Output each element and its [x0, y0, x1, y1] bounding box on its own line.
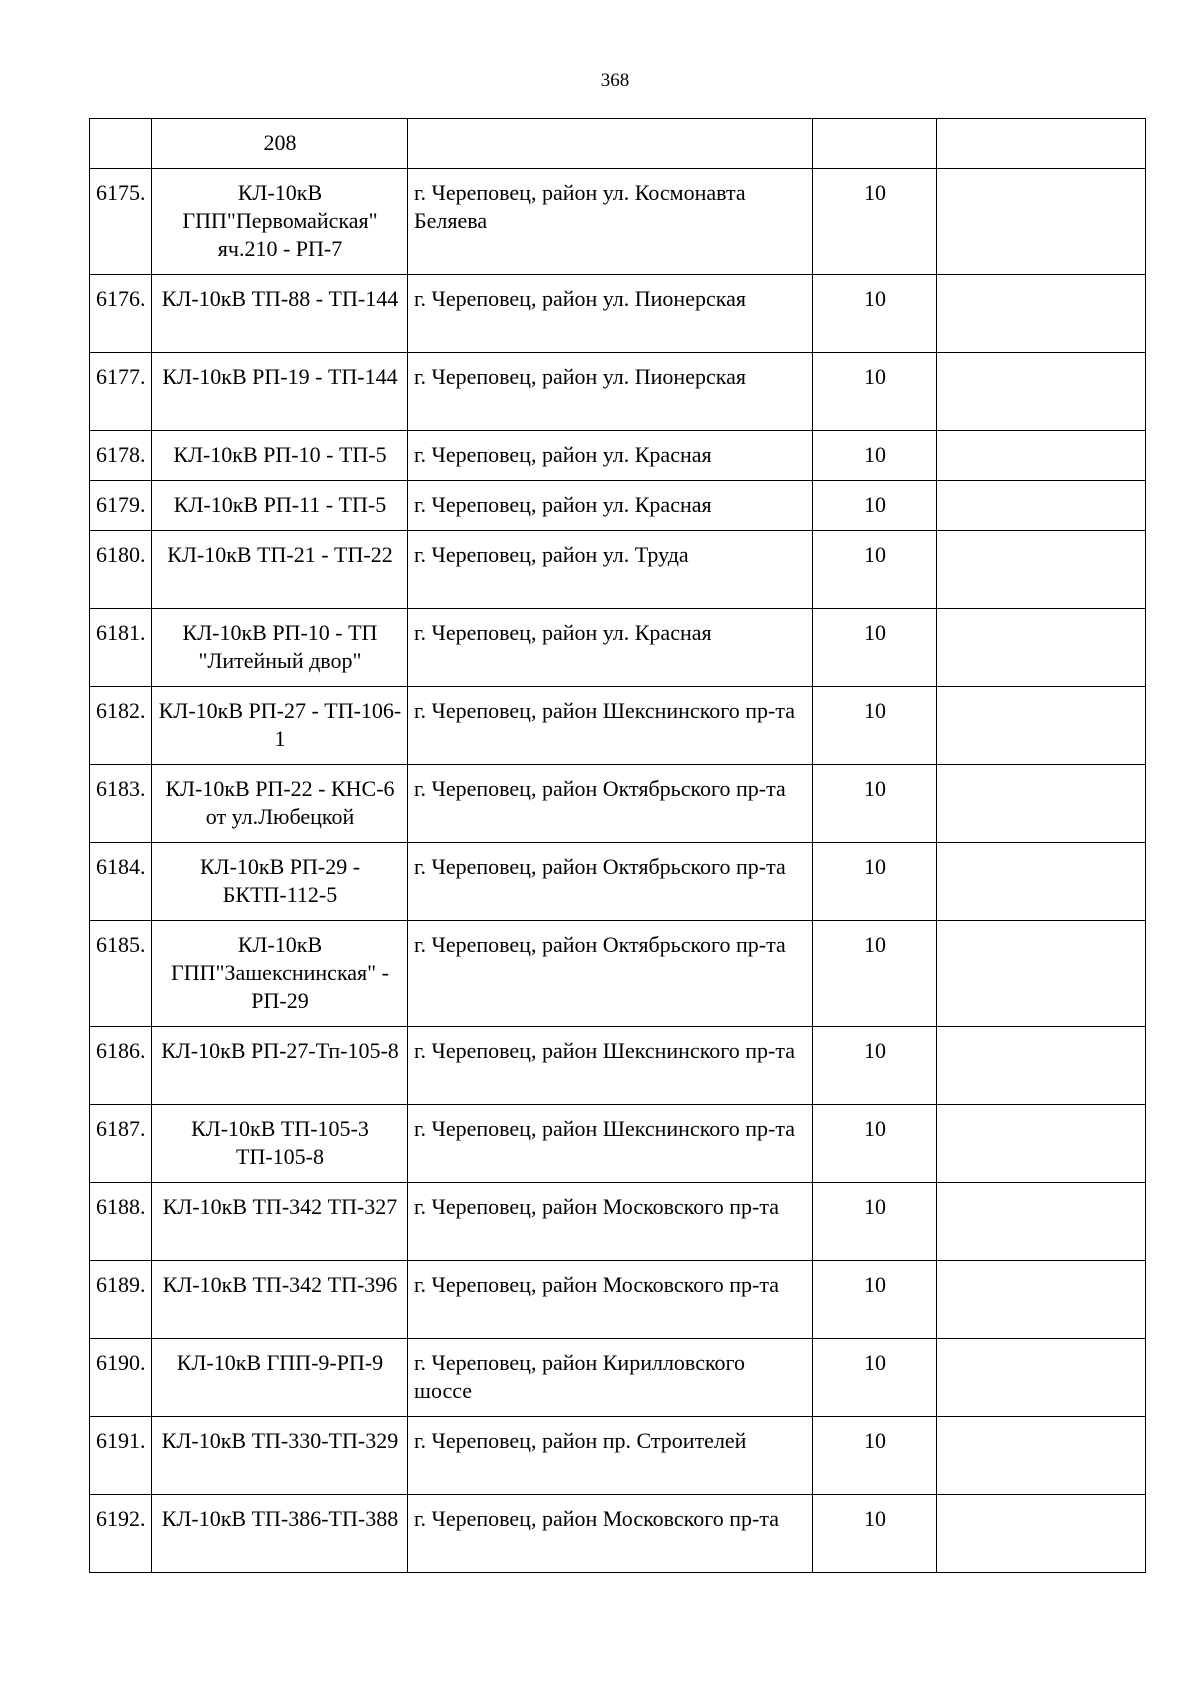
line-name-cell: КЛ-10кВ РП-27-Тп-105-8 — [152, 1027, 408, 1105]
table-row — [90, 169, 1146, 275]
table-row — [90, 431, 1146, 481]
voltage-cell: 10 — [813, 1105, 937, 1183]
row-number-cell: 6190. — [90, 1339, 152, 1417]
table-row — [90, 843, 1146, 921]
row-number-cell: 6182. — [90, 687, 152, 765]
voltage-cell: 10 — [813, 687, 937, 765]
line-name-cell: КЛ-10кВ ТП-330-ТП-329 — [152, 1417, 408, 1495]
voltage-cell: 10 — [813, 843, 937, 921]
address-cell: г. Череповец, район Октябрьского пр-та — [408, 765, 813, 843]
line-name-cell: КЛ-10кВ РП-29 - БКТП-112-5 — [152, 843, 408, 921]
address-cell: г. Череповец, район ул. Космонавта Беляева — [408, 169, 813, 275]
table-row — [90, 1339, 1146, 1417]
voltage-cell — [813, 119, 937, 169]
table-row — [90, 275, 1146, 353]
row-number-cell: 6191. — [90, 1417, 152, 1495]
line-name-cell: КЛ-10кВ ТП-88 - ТП-144 — [152, 275, 408, 353]
line-name-cell: КЛ-10кВ РП-19 - ТП-144 — [152, 353, 408, 431]
line-name-cell: КЛ-10кВ РП-27 - ТП-106-1 — [152, 687, 408, 765]
row-number-cell: 6175. — [90, 169, 152, 275]
row-number-cell — [90, 119, 152, 169]
line-name-cell: КЛ-10кВ ГПП"Зашекснинская" - РП-29 — [152, 921, 408, 1027]
line-name-cell: КЛ-10кВ РП-10 - ТП "Литейный двор" — [152, 609, 408, 687]
extra-cell — [937, 1183, 1146, 1261]
voltage-cell: 10 — [813, 531, 937, 609]
address-cell: г. Череповец, район Октябрьского пр-та — [408, 921, 813, 1027]
extra-cell — [937, 1261, 1146, 1339]
address-cell: г. Череповец, район Московского пр-та — [408, 1261, 813, 1339]
address-cell: г. Череповец, район Октябрьского пр-та — [408, 843, 813, 921]
extra-cell — [937, 609, 1146, 687]
address-cell: г. Череповец, район Московского пр-та — [408, 1183, 813, 1261]
voltage-cell: 10 — [813, 1261, 937, 1339]
extra-cell — [937, 1495, 1146, 1573]
extra-cell — [937, 1417, 1146, 1495]
row-number-cell: 6178. — [90, 431, 152, 481]
address-cell: г. Череповец, район Шекснинского пр-та — [408, 687, 813, 765]
line-name-cell: КЛ-10кВ РП-22 - КНС-6 от ул.Любецкой — [152, 765, 408, 843]
row-number-cell: 6185. — [90, 921, 152, 1027]
table-row — [90, 765, 1146, 843]
address-cell: г. Череповец, район ул. Красная — [408, 431, 813, 481]
line-name-cell: КЛ-10кВ ТП-342 ТП-396 — [152, 1261, 408, 1339]
registry-table — [89, 118, 1146, 1573]
extra-cell — [937, 843, 1146, 921]
address-cell: г. Череповец, район ул. Красная — [408, 481, 813, 531]
line-name-cell: КЛ-10кВ РП-11 - ТП-5 — [152, 481, 408, 531]
table-row — [90, 531, 1146, 609]
line-name-cell: КЛ-10кВ ТП-21 - ТП-22 — [152, 531, 408, 609]
row-number-cell: 6186. — [90, 1027, 152, 1105]
address-cell: г. Череповец, район Московского пр-та — [408, 1495, 813, 1573]
line-name-cell: КЛ-10кВ ТП-386-ТП-388 — [152, 1495, 408, 1573]
row-number-cell: 6179. — [90, 481, 152, 531]
table-row — [90, 1417, 1146, 1495]
table-row — [90, 1261, 1146, 1339]
address-cell: г. Череповец, район пр. Строителей — [408, 1417, 813, 1495]
address-cell: г. Череповец, район ул. Пионерская — [408, 353, 813, 431]
voltage-cell: 10 — [813, 1339, 937, 1417]
table-row — [90, 1183, 1146, 1261]
voltage-cell: 10 — [813, 275, 937, 353]
line-name-cell: 208 — [152, 119, 408, 169]
extra-cell — [937, 353, 1146, 431]
address-cell: г. Череповец, район Кирилловского шоссе — [408, 1339, 813, 1417]
extra-cell — [937, 119, 1146, 169]
voltage-cell: 10 — [813, 481, 937, 531]
extra-cell — [937, 1105, 1146, 1183]
row-number-cell: 6188. — [90, 1183, 152, 1261]
row-number-cell: 6177. — [90, 353, 152, 431]
row-number-cell: 6184. — [90, 843, 152, 921]
extra-cell — [937, 1027, 1146, 1105]
row-number-cell: 6176. — [90, 275, 152, 353]
table-row — [90, 1495, 1146, 1573]
address-cell: г. Череповец, район ул. Красная — [408, 609, 813, 687]
row-number-cell: 6187. — [90, 1105, 152, 1183]
row-number-cell: 6189. — [90, 1261, 152, 1339]
address-cell: г. Череповец, район Шекснинского пр-та — [408, 1105, 813, 1183]
extra-cell — [937, 687, 1146, 765]
row-number-cell: 6183. — [90, 765, 152, 843]
line-name-cell: КЛ-10кВ ГПП-9-РП-9 — [152, 1339, 408, 1417]
voltage-cell: 10 — [813, 921, 937, 1027]
row-number-cell: 6180. — [90, 531, 152, 609]
extra-cell — [937, 765, 1146, 843]
voltage-cell: 10 — [813, 1417, 937, 1495]
extra-cell — [937, 921, 1146, 1027]
address-cell: г. Череповец, район Шекснинского пр-та — [408, 1027, 813, 1105]
table-row — [90, 687, 1146, 765]
voltage-cell: 10 — [813, 765, 937, 843]
voltage-cell: 10 — [813, 169, 937, 275]
page-number: 368 — [600, 70, 630, 91]
row-number-cell: 6181. — [90, 609, 152, 687]
voltage-cell: 10 — [813, 1027, 937, 1105]
table-row — [90, 481, 1146, 531]
line-name-cell: КЛ-10кВ ГПП"Первомайская" яч.210 - РП-7 — [152, 169, 408, 275]
voltage-cell: 10 — [813, 609, 937, 687]
address-cell: г. Череповец, район ул. Труда — [408, 531, 813, 609]
line-name-cell: КЛ-10кВ РП-10 - ТП-5 — [152, 431, 408, 481]
extra-cell — [937, 1339, 1146, 1417]
voltage-cell: 10 — [813, 353, 937, 431]
extra-cell — [937, 531, 1146, 609]
table-row — [90, 1105, 1146, 1183]
table-row — [90, 119, 1146, 169]
table-row — [90, 921, 1146, 1027]
table-row — [90, 353, 1146, 431]
registry-table-body — [90, 119, 1146, 1573]
line-name-cell: КЛ-10кВ ТП-105-3 ТП-105-8 — [152, 1105, 408, 1183]
row-number-cell: 6192. — [90, 1495, 152, 1573]
voltage-cell: 10 — [813, 1183, 937, 1261]
line-name-cell: КЛ-10кВ ТП-342 ТП-327 — [152, 1183, 408, 1261]
table-row — [90, 1027, 1146, 1105]
extra-cell — [937, 481, 1146, 531]
voltage-cell: 10 — [813, 431, 937, 481]
extra-cell — [937, 275, 1146, 353]
extra-cell — [937, 431, 1146, 481]
voltage-cell: 10 — [813, 1495, 937, 1573]
address-cell — [408, 119, 813, 169]
address-cell: г. Череповец, район ул. Пионерская — [408, 275, 813, 353]
extra-cell — [937, 169, 1146, 275]
table-row — [90, 609, 1146, 687]
